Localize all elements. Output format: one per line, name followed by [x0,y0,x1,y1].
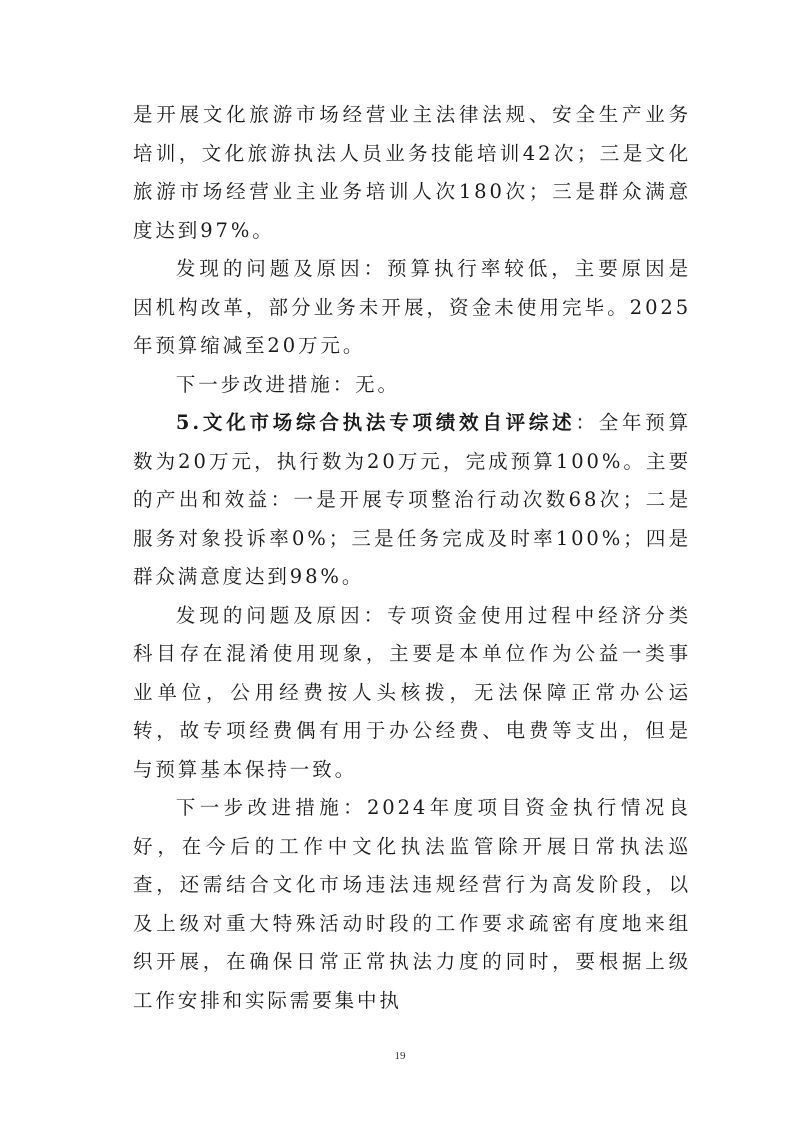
paragraph-text: 发现的问题及原因：专项资金使用过程中经济分类科目存在混淆使用现象，主要是本单位作为公益一类事业单位，公用经费按人头核拨，无法保障正常办公运转，故专项经费偶有用于办公经费、电费等支出，但是与预算基本保持一致。 [133,603,691,781]
paragraph-section-5 [133,404,691,597]
paragraph-improvements-2 [133,789,691,1020]
document-body [133,96,691,1020]
paragraph-text: 是开展文化旅游市场经营业主法律法规、安全生产业务培训，文化旅游执法人员业务技能培训42次；三是文化旅游市场经营业主业务培训人次180次；三是群众满意度达到97%。 [133,103,691,242]
paragraph-text: 发现的问题及原因：预算执行率较低，主要原因是因机构改革，部分业务未开展，资金未使用完毕。2025年预算缩减至20万元。 [133,257,691,357]
paragraph-problems-2 [133,597,691,790]
page-number: 19 [394,1050,406,1062]
paragraph-improvements-1 [133,366,691,405]
section-heading: 5.文化市场综合执法专项绩效自评综述 [175,411,576,434]
paragraph-problems-1 [133,250,691,366]
paragraph-continuation [133,96,691,250]
paragraph-text: ：全年预算数为20万元，执行数为20万元，完成预算100%。主要的产出和效益：一是开展专项整治行动次数68次；二是服务对象投诉率0%；三是任务完成及时率100%；四是群众满意度达到98%。 [133,411,691,588]
paragraph-text: 下一步改进措施：无。 [175,372,400,396]
paragraph-text: 下一步改进措施：2024年度项目资金执行情况良好，在今后的工作中文化执法监管除开展日常执法巡查，还需结合文化市场违法违规经营行为高发阶段，以及上级对重大特殊活动时段的工作要求疏密有度地来组织开展，在确保日常正常执法力度的同时，要根据上级工作安排和实际需要集中执 [133,796,691,1012]
